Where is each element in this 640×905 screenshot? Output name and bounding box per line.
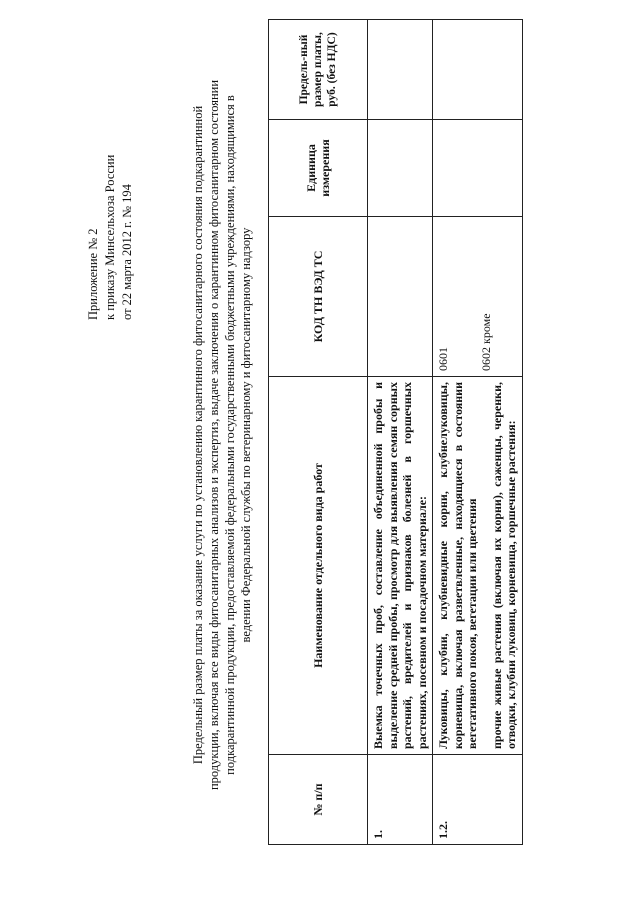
row-price xyxy=(368,20,433,120)
document-title: Предельный размер платы за оказание услуги по установлению карантинного фитосанитарного состояния подкарантинной продукции, включая все виды фитосанитарных анализов и экспертиз, выдаче заключения о карантинном фитосанитарном состоянии подкарантинной продукции, предоставляемой федеральными государственными бюджетными учреждениями, находящимися в ведении Федеральной службы по ветеринарному и фитосанитарному надзору xyxy=(191,79,253,791)
row-code xyxy=(368,217,433,377)
row-name-cell xyxy=(433,377,523,755)
row-price xyxy=(433,20,523,120)
appendix-header xyxy=(85,130,136,320)
appendix-line-3: от 22 марта 2012 г. № 194 xyxy=(120,184,134,320)
row-code-cell xyxy=(433,217,523,377)
row-name: Выемка точечных проб, составление объединенной пробы и выделение средней пробы, просмотр для выявления семян сорных растений, вредителей и признаков болезней в горшечных растениях, посевном и посадочном материале: xyxy=(368,377,433,755)
header-num: № п/п xyxy=(269,755,368,845)
table-row xyxy=(368,20,433,845)
price-table xyxy=(268,19,523,845)
appendix-line-2: к приказу Минсельхоза России xyxy=(103,154,117,320)
row-name: Луковицы, клубни, клубневидные корни, клубнелуковицы, корневища, включая разветвленные, находящиеся в состоянии вегетативного покоя, вегетации или цветения xyxy=(436,382,479,749)
row-num: 1. xyxy=(368,755,433,845)
table-row xyxy=(433,20,523,845)
row-num: 1.2. xyxy=(433,755,523,845)
row-unit xyxy=(368,120,433,217)
header-name: Наименование отдельного вида работ xyxy=(269,377,368,755)
header-unit: Единица измерения xyxy=(269,120,368,217)
header-code: КОД ТН ВЭД ТС xyxy=(269,217,368,377)
header-price: Предель-ный размер платы, руб. (без НДС) xyxy=(269,20,368,120)
row-unit xyxy=(433,120,523,217)
row-name-sub: прочие живые растения (включая их корни), саженцы, черенки, отводки, клубни луковиц, корневища, горшечные растения: xyxy=(489,382,518,749)
appendix-line-1: Приложение № 2 xyxy=(86,228,100,320)
row-code-sub: 0602 кроме xyxy=(479,313,493,371)
row-code: 0601 xyxy=(436,347,450,371)
table-header-row xyxy=(269,20,368,845)
